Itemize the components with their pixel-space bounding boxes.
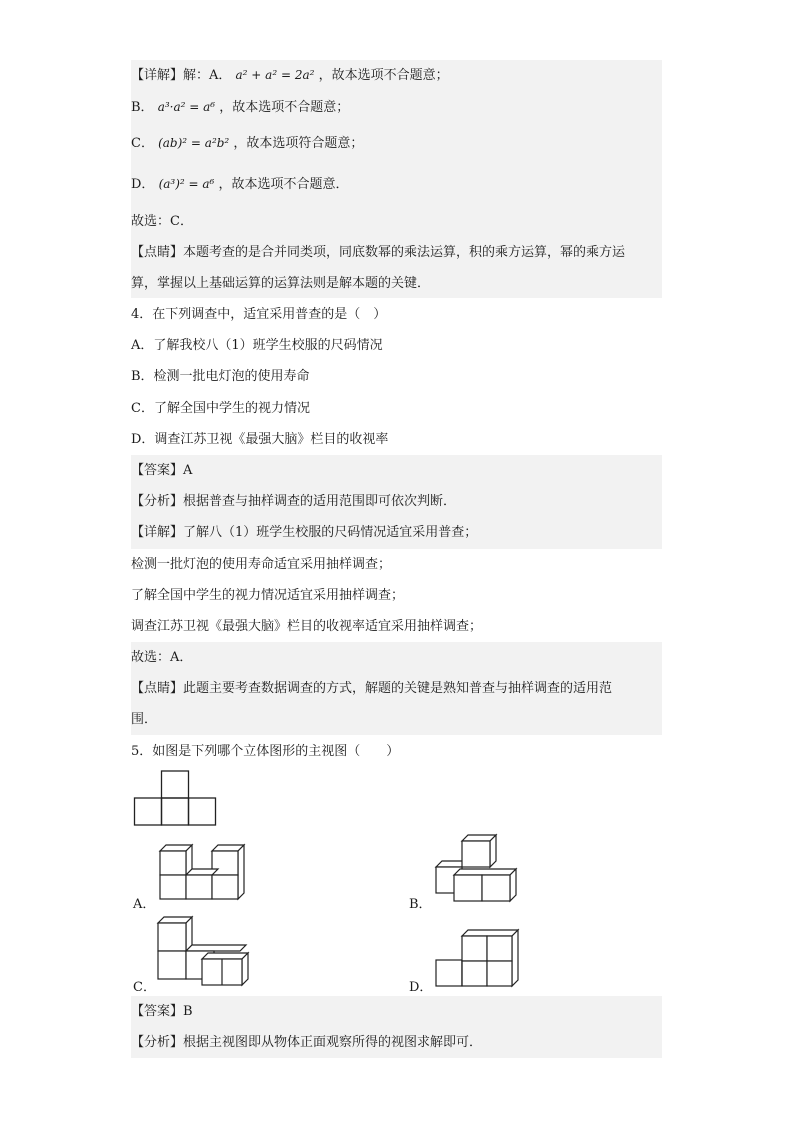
option-b-label: B． (409, 897, 432, 912)
question-5-answer: 【答案】B (131, 1004, 193, 1019)
question-4-comment-line2: 围． (131, 712, 158, 727)
c-prefix: C． (131, 136, 154, 151)
question-4-comment-line1: 【点睛】此题主要考查数据调查的方式，解题的关键是熟知普查与抽样调查的适用范 (131, 681, 613, 696)
c-tail: ，故本选项符合题意； (233, 136, 364, 151)
front-view-figure (133, 770, 219, 828)
solution-3-detail-c (131, 128, 662, 159)
solution-3-comment-line1: 【点睛】本题考查的是合并同类项，同底数幂的乘法运算，积的乘方运算，幂的乘方运 (131, 245, 626, 260)
question-4-analysis: 【分析】根据普查与抽样调查的适用范围即可依次判断． (131, 494, 457, 509)
solution-3-detail-d (131, 169, 662, 200)
b-tail: ，故本选项不合题意； (219, 100, 350, 115)
formula-d: (a³)² = a⁶ (158, 177, 215, 191)
formula-c: (ab)² = a²b² (158, 136, 230, 150)
formula-b: a³·a² = a⁶ (157, 100, 216, 114)
detail-a-tail: ，故本选项不合题意； (318, 68, 449, 83)
option-a-label: A． (133, 897, 156, 912)
question-4-answer: 【答案】A (131, 463, 193, 478)
solution-3-detail-a (131, 60, 662, 91)
question-4-option-c: C．了解全国中学生的视力情况 (131, 401, 310, 416)
question-5-analysis: 【分析】根据主视图即从物体正面观察所得的视图求解即可． (131, 1035, 483, 1050)
detail-prefix: 【详解】解：A． (131, 68, 232, 83)
d-prefix: D． (131, 177, 155, 192)
option-b-solid (434, 831, 522, 907)
solution-3-detail-b (131, 92, 662, 123)
question-4-detail-4: 调查江苏卫视《最强大脑》栏目的收视率适宜采用抽样调查； (131, 611, 662, 642)
option-d-label: D． (409, 980, 433, 995)
question-4-detail-3: 了解全国中学生的视力情况适宜采用抽样调查； (131, 580, 662, 611)
question-4-choice: 故选：A． (131, 650, 193, 665)
formula-a: a² + a² = 2a² (235, 68, 315, 82)
question-4-option-d: D．调查江苏卫视《最强大脑》栏目的收视率 (131, 432, 389, 447)
solution-3-comment-line2: 算，掌握以上基础运算的运算法则是解本题的关键． (131, 276, 431, 291)
option-a-solid (156, 843, 250, 907)
option-c-label: C． (133, 980, 156, 995)
d-tail: ，故本选项不合题意． (218, 177, 349, 192)
question-4-option-a: A．了解我校八（1）班学生校服的尺码情况 (131, 338, 383, 353)
solution-3-choice: 故选：C． (131, 214, 193, 229)
question-5-stem: 5．如图是下列哪个立体图形的主视图（ ） (131, 744, 400, 759)
question-4-option-b: B．检测一批电灯泡的使用寿命 (131, 369, 310, 384)
question-4-detail-1: 【详解】了解八（1）班学生校服的尺码情况适宜采用普查； (131, 525, 478, 540)
b-prefix: B． (131, 100, 154, 115)
option-c-solid (156, 915, 252, 989)
option-d-solid (434, 926, 522, 990)
question-4-stem: 4．在下列调查中，适宜采用普查的是（ ） (131, 307, 387, 322)
question-4-detail-2: 检测一批灯泡的使用寿命适宜采用抽样调查； (131, 549, 662, 580)
